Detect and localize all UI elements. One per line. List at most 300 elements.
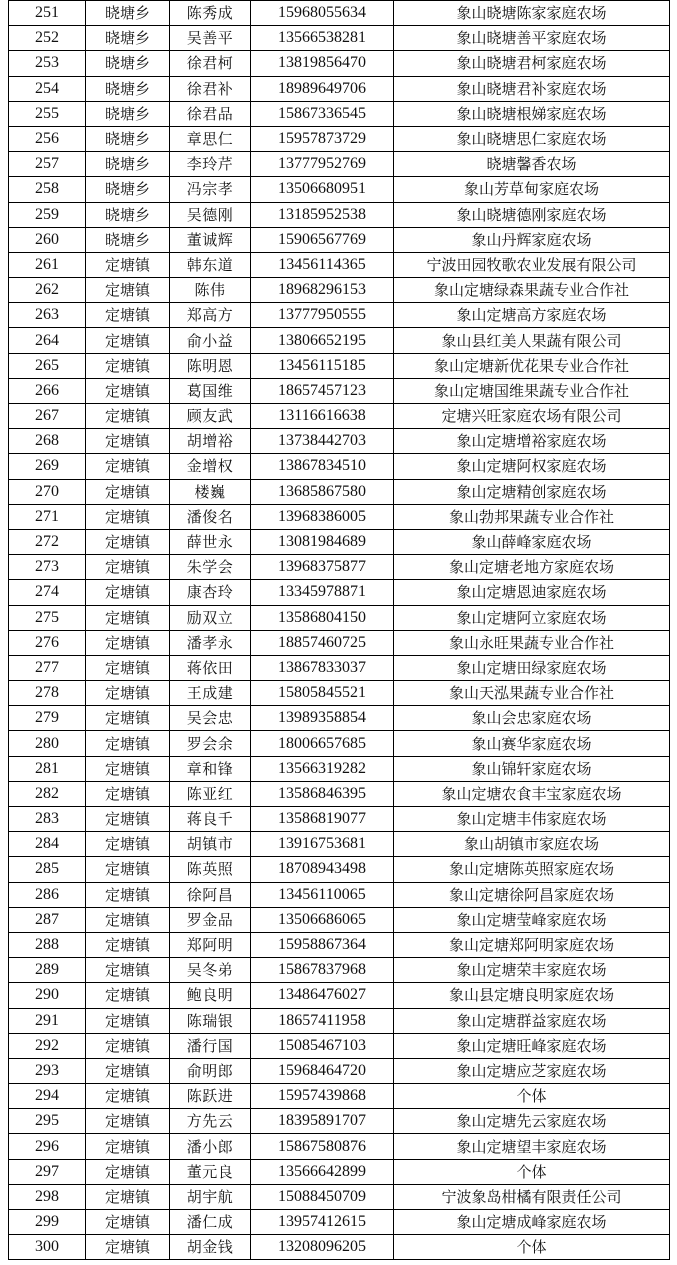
township-cell: 定塘镇: [86, 756, 170, 781]
table-row: [9, 958, 670, 983]
person-name-cell: 董元良: [170, 1159, 251, 1184]
row-number: 266: [9, 378, 86, 403]
table-row: [9, 630, 670, 655]
row-number: 290: [9, 983, 86, 1008]
township-cell: 定塘镇: [86, 958, 170, 983]
phone-number-cell: 13208096205: [251, 1235, 394, 1260]
phone-number-cell: 13968386005: [251, 504, 394, 529]
phone-number-cell: 13506686065: [251, 907, 394, 932]
phone-number-cell: 15088450709: [251, 1184, 394, 1209]
township-cell: 定塘镇: [86, 1184, 170, 1209]
phone-number-cell: 15867837968: [251, 958, 394, 983]
row-number: 298: [9, 1184, 86, 1209]
farm-name-cell: 象山定塘徐阿昌家庭农场: [394, 882, 670, 907]
person-name-cell: 俞小益: [170, 328, 251, 353]
township-cell: 定塘镇: [86, 1008, 170, 1033]
township-cell: 晓塘乡: [86, 152, 170, 177]
person-name-cell: 陈瑞银: [170, 1008, 251, 1033]
farm-name-cell: 象山永旺果蔬专业合作社: [394, 630, 670, 655]
row-number: 253: [9, 51, 86, 76]
township-cell: 晓塘乡: [86, 26, 170, 51]
table-row: [9, 932, 670, 957]
farm-list-sheet: [8, 0, 670, 1260]
table-row: [9, 882, 670, 907]
person-name-cell: 楼巍: [170, 479, 251, 504]
row-number: 284: [9, 832, 86, 857]
table-row: [9, 1058, 670, 1083]
table-row: [9, 378, 670, 403]
township-cell: 定塘镇: [86, 404, 170, 429]
township-cell: 定塘镇: [86, 479, 170, 504]
table-row: [9, 655, 670, 680]
phone-number-cell: 13486476027: [251, 983, 394, 1008]
township-cell: 定塘镇: [86, 303, 170, 328]
farm-name-cell: 象山勃邦果蔬专业合作社: [394, 504, 670, 529]
farm-name-cell: 象山定塘成峰家庭农场: [394, 1210, 670, 1235]
township-cell: 定塘镇: [86, 429, 170, 454]
table-row: [9, 26, 670, 51]
farm-name-cell: 象山定塘阿立家庭农场: [394, 605, 670, 630]
phone-number-cell: 13456110065: [251, 882, 394, 907]
person-name-cell: 王成建: [170, 681, 251, 706]
row-number: 271: [9, 504, 86, 529]
table-row: [9, 51, 670, 76]
row-number: 257: [9, 152, 86, 177]
township-cell: 定塘镇: [86, 504, 170, 529]
row-number: 268: [9, 429, 86, 454]
person-name-cell: 胡宇航: [170, 1184, 251, 1209]
person-name-cell: 章思仁: [170, 126, 251, 151]
township-cell: 定塘镇: [86, 781, 170, 806]
table-row: [9, 479, 670, 504]
farm-name-cell: 象山定塘阿权家庭农场: [394, 454, 670, 479]
farm-name-cell: 象山定塘荣丰家庭农场: [394, 958, 670, 983]
person-name-cell: 陈伟: [170, 278, 251, 303]
table-row: [9, 1134, 670, 1159]
phone-number-cell: 13777950555: [251, 303, 394, 328]
township-cell: 定塘镇: [86, 681, 170, 706]
phone-number-cell: 13819856470: [251, 51, 394, 76]
table-row: [9, 681, 670, 706]
township-cell: 定塘镇: [86, 807, 170, 832]
township-cell: 定塘镇: [86, 882, 170, 907]
row-number: 261: [9, 252, 86, 277]
phone-number-cell: 18657457123: [251, 378, 394, 403]
farm-name-cell: 晓塘馨香农场: [394, 152, 670, 177]
row-number: 282: [9, 781, 86, 806]
phone-number-cell: 13566319282: [251, 756, 394, 781]
row-number: 291: [9, 1008, 86, 1033]
row-number: 277: [9, 655, 86, 680]
phone-number-cell: 13968375877: [251, 555, 394, 580]
row-number: 262: [9, 278, 86, 303]
township-cell: 晓塘乡: [86, 101, 170, 126]
table-row: [9, 177, 670, 202]
township-cell: 定塘镇: [86, 252, 170, 277]
township-cell: 晓塘乡: [86, 177, 170, 202]
row-number: 270: [9, 479, 86, 504]
person-name-cell: 方先云: [170, 1109, 251, 1134]
table-row: [9, 278, 670, 303]
township-cell: 定塘镇: [86, 731, 170, 756]
farm-name-cell: 象山会忠家庭农场: [394, 706, 670, 731]
person-name-cell: 潘行国: [170, 1033, 251, 1058]
township-cell: 晓塘乡: [86, 126, 170, 151]
farm-name-cell: 象山定塘绿森果蔬专业合作社: [394, 278, 670, 303]
person-name-cell: 董诚辉: [170, 227, 251, 252]
row-number: 287: [9, 907, 86, 932]
farm-name-cell: 象山芳草甸家庭农场: [394, 177, 670, 202]
row-number: 276: [9, 630, 86, 655]
farm-name-cell: 象山赛华家庭农场: [394, 731, 670, 756]
person-name-cell: 徐阿昌: [170, 882, 251, 907]
farm-name-cell: 象山定塘增裕家庭农场: [394, 429, 670, 454]
township-cell: 晓塘乡: [86, 51, 170, 76]
row-number: 286: [9, 882, 86, 907]
row-number: 299: [9, 1210, 86, 1235]
phone-number-cell: 18006657685: [251, 731, 394, 756]
township-cell: 定塘镇: [86, 278, 170, 303]
township-cell: 晓塘乡: [86, 76, 170, 101]
township-cell: 定塘镇: [86, 932, 170, 957]
row-number: 283: [9, 807, 86, 832]
township-cell: 定塘镇: [86, 580, 170, 605]
phone-number-cell: 13506680951: [251, 177, 394, 202]
row-number: 252: [9, 26, 86, 51]
table-row: [9, 429, 670, 454]
township-cell: 定塘镇: [86, 907, 170, 932]
row-number: 251: [9, 1, 86, 26]
person-name-cell: 顾友武: [170, 404, 251, 429]
person-name-cell: 朱学会: [170, 555, 251, 580]
township-cell: 定塘镇: [86, 1084, 170, 1109]
phone-number-cell: 15805845521: [251, 681, 394, 706]
table-row: [9, 529, 670, 554]
person-name-cell: 俞明郎: [170, 1058, 251, 1083]
person-name-cell: 陈秀成: [170, 1, 251, 26]
row-number: 256: [9, 126, 86, 151]
township-cell: 定塘镇: [86, 529, 170, 554]
table-row: [9, 328, 670, 353]
township-cell: 定塘镇: [86, 1210, 170, 1235]
township-cell: 定塘镇: [86, 1109, 170, 1134]
township-cell: 定塘镇: [86, 832, 170, 857]
row-number: 265: [9, 353, 86, 378]
township-cell: 晓塘乡: [86, 227, 170, 252]
township-cell: 定塘镇: [86, 706, 170, 731]
table-row: [9, 1184, 670, 1209]
farm-name-cell: 个体: [394, 1235, 670, 1260]
phone-number-cell: 18989649706: [251, 76, 394, 101]
person-name-cell: 康杏玲: [170, 580, 251, 605]
row-number: 295: [9, 1109, 86, 1134]
farm-name-cell: 象山定塘恩迪家庭农场: [394, 580, 670, 605]
table-row: [9, 76, 670, 101]
table-row: [9, 303, 670, 328]
township-cell: 定塘镇: [86, 605, 170, 630]
person-name-cell: 李玲芹: [170, 152, 251, 177]
farm-name-cell: 象山定塘郑阿明家庭农场: [394, 932, 670, 957]
phone-number-cell: 13806652195: [251, 328, 394, 353]
person-name-cell: 陈英照: [170, 857, 251, 882]
person-name-cell: 徐君柯: [170, 51, 251, 76]
farm-name-cell: 象山晓塘思仁家庭农场: [394, 126, 670, 151]
township-cell: 定塘镇: [86, 1058, 170, 1083]
farm-name-cell: 象山定塘陈英照家庭农场: [394, 857, 670, 882]
farm-name-cell: 象山晓塘根娣家庭农场: [394, 101, 670, 126]
person-name-cell: 吴善平: [170, 26, 251, 51]
person-name-cell: 薛世永: [170, 529, 251, 554]
table-row: [9, 353, 670, 378]
person-name-cell: 胡增裕: [170, 429, 251, 454]
row-number: 288: [9, 932, 86, 957]
person-name-cell: 郑高方: [170, 303, 251, 328]
phone-number-cell: 13586804150: [251, 605, 394, 630]
farm-name-cell: 象山胡镇市家庭农场: [394, 832, 670, 857]
phone-number-cell: 18657411958: [251, 1008, 394, 1033]
table-row: [9, 504, 670, 529]
farm-name-cell: 象山晓塘善平家庭农场: [394, 26, 670, 51]
person-name-cell: 蒋依田: [170, 655, 251, 680]
township-cell: 定塘镇: [86, 857, 170, 882]
phone-number-cell: 15958867364: [251, 932, 394, 957]
row-number: 255: [9, 101, 86, 126]
table-row: [9, 706, 670, 731]
person-name-cell: 金增权: [170, 454, 251, 479]
farm-name-cell: 象山定塘精创家庭农场: [394, 479, 670, 504]
row-number: 264: [9, 328, 86, 353]
phone-number-cell: 13867834510: [251, 454, 394, 479]
phone-number-cell: 13081984689: [251, 529, 394, 554]
person-name-cell: 徐君品: [170, 101, 251, 126]
table-row: [9, 227, 670, 252]
person-name-cell: 罗会余: [170, 731, 251, 756]
person-name-cell: 罗金品: [170, 907, 251, 932]
phone-number-cell: 15957873729: [251, 126, 394, 151]
table-row: [9, 1084, 670, 1109]
farm-name-cell: 象山定塘国维果蔬专业合作社: [394, 378, 670, 403]
phone-number-cell: 13586846395: [251, 781, 394, 806]
farm-name-cell: 象山定塘田绿家庭农场: [394, 655, 670, 680]
phone-number-cell: 13777952769: [251, 152, 394, 177]
table-row: [9, 555, 670, 580]
township-cell: 定塘镇: [86, 1033, 170, 1058]
farm-name-cell: 象山晓塘君柯家庭农场: [394, 51, 670, 76]
phone-number-cell: 13957412615: [251, 1210, 394, 1235]
row-number: 300: [9, 1235, 86, 1260]
person-name-cell: 徐君补: [170, 76, 251, 101]
person-name-cell: 潘俊名: [170, 504, 251, 529]
phone-number-cell: 15867336545: [251, 101, 394, 126]
farm-name-cell: 象山天泓果蔬专业合作社: [394, 681, 670, 706]
phone-number-cell: 15085467103: [251, 1033, 394, 1058]
phone-number-cell: 15968464720: [251, 1058, 394, 1083]
row-number: 278: [9, 681, 86, 706]
row-number: 285: [9, 857, 86, 882]
phone-number-cell: 18968296153: [251, 278, 394, 303]
phone-number-cell: 13345978871: [251, 580, 394, 605]
farm-name-cell: 定塘兴旺家庭农场有限公司: [394, 404, 670, 429]
person-name-cell: 鲍良明: [170, 983, 251, 1008]
farm-name-cell: 象山定塘老地方家庭农场: [394, 555, 670, 580]
farm-name-cell: 象山定塘望丰家庭农场: [394, 1134, 670, 1159]
row-number: 272: [9, 529, 86, 554]
farm-table: [8, 0, 670, 1260]
table-row: [9, 252, 670, 277]
farm-name-cell: 象山定塘莹峰家庭农场: [394, 907, 670, 932]
farm-name-cell: 象山定塘农食丰宝家庭农场: [394, 781, 670, 806]
table-row: [9, 126, 670, 151]
row-number: 275: [9, 605, 86, 630]
table-row: [9, 152, 670, 177]
farm-name-cell: 象山丹辉家庭农场: [394, 227, 670, 252]
row-number: 273: [9, 555, 86, 580]
person-name-cell: 吴冬弟: [170, 958, 251, 983]
township-cell: 定塘镇: [86, 555, 170, 580]
person-name-cell: 吴会忠: [170, 706, 251, 731]
table-row: [9, 1159, 670, 1184]
phone-number-cell: 15906567769: [251, 227, 394, 252]
farm-name-cell: 象山定塘丰伟家庭农场: [394, 807, 670, 832]
township-cell: 定塘镇: [86, 353, 170, 378]
township-cell: 定塘镇: [86, 1235, 170, 1260]
row-number: 281: [9, 756, 86, 781]
table-row: [9, 580, 670, 605]
phone-number-cell: 18708943498: [251, 857, 394, 882]
person-name-cell: 潘小郎: [170, 1134, 251, 1159]
phone-number-cell: 13867833037: [251, 655, 394, 680]
phone-number-cell: 18857460725: [251, 630, 394, 655]
row-number: 297: [9, 1159, 86, 1184]
person-name-cell: 胡金钱: [170, 1235, 251, 1260]
table-row: [9, 832, 670, 857]
person-name-cell: 陈跃进: [170, 1084, 251, 1109]
phone-number-cell: 13185952538: [251, 202, 394, 227]
township-cell: 晓塘乡: [86, 1, 170, 26]
phone-number-cell: 13456115185: [251, 353, 394, 378]
phone-number-cell: 13456114365: [251, 252, 394, 277]
table-row: [9, 101, 670, 126]
row-number: 259: [9, 202, 86, 227]
row-number: 274: [9, 580, 86, 605]
farm-name-cell: 个体: [394, 1159, 670, 1184]
farm-name-cell: 象山锦轩家庭农场: [394, 756, 670, 781]
person-name-cell: 韩东道: [170, 252, 251, 277]
township-cell: 定塘镇: [86, 1159, 170, 1184]
phone-number-cell: 13586819077: [251, 807, 394, 832]
phone-number-cell: 13916753681: [251, 832, 394, 857]
row-number: 292: [9, 1033, 86, 1058]
person-name-cell: 陈亚红: [170, 781, 251, 806]
row-number: 260: [9, 227, 86, 252]
township-cell: 定塘镇: [86, 630, 170, 655]
table-row: [9, 202, 670, 227]
farm-name-cell: 象山县定塘良明家庭农场: [394, 983, 670, 1008]
phone-number-cell: 13116616638: [251, 404, 394, 429]
farm-name-cell: 宁波象岛柑橘有限责任公司: [394, 1184, 670, 1209]
farm-name-cell: 象山定塘高方家庭农场: [394, 303, 670, 328]
farm-name-cell: 个体: [394, 1084, 670, 1109]
table-row: [9, 731, 670, 756]
row-number: 267: [9, 404, 86, 429]
farm-name-cell: 象山定塘群益家庭农场: [394, 1008, 670, 1033]
table-row: [9, 454, 670, 479]
township-cell: 定塘镇: [86, 454, 170, 479]
township-cell: 定塘镇: [86, 378, 170, 403]
table-row: [9, 756, 670, 781]
phone-number-cell: 15957439868: [251, 1084, 394, 1109]
row-number: 258: [9, 177, 86, 202]
row-number: 289: [9, 958, 86, 983]
table-row: [9, 1109, 670, 1134]
person-name-cell: 陈明恩: [170, 353, 251, 378]
farm-name-cell: 象山晓塘德刚家庭农场: [394, 202, 670, 227]
farm-name-cell: 象山定塘新优花果专业合作社: [394, 353, 670, 378]
row-number: 296: [9, 1134, 86, 1159]
person-name-cell: 吴德刚: [170, 202, 251, 227]
phone-number-cell: 13989358854: [251, 706, 394, 731]
person-name-cell: 励双立: [170, 605, 251, 630]
table-row: [9, 1008, 670, 1033]
phone-number-cell: 13566642899: [251, 1159, 394, 1184]
person-name-cell: 潘孝永: [170, 630, 251, 655]
table-row: [9, 1033, 670, 1058]
table-row: [9, 1, 670, 26]
farm-name-cell: 宁波田园牧歌农业发展有限公司: [394, 252, 670, 277]
phone-number-cell: 13685867580: [251, 479, 394, 504]
person-name-cell: 潘仁成: [170, 1210, 251, 1235]
person-name-cell: 冯宗孝: [170, 177, 251, 202]
row-number: 279: [9, 706, 86, 731]
phone-number-cell: 15867580876: [251, 1134, 394, 1159]
row-number: 280: [9, 731, 86, 756]
farm-name-cell: 象山县红美人果蔬有限公司: [394, 328, 670, 353]
table-row: [9, 983, 670, 1008]
person-name-cell: 胡镇市: [170, 832, 251, 857]
table-row: [9, 857, 670, 882]
table-row: [9, 1210, 670, 1235]
row-number: 254: [9, 76, 86, 101]
farm-name-cell: 象山定塘旺峰家庭农场: [394, 1033, 670, 1058]
township-cell: 定塘镇: [86, 655, 170, 680]
township-cell: 晓塘乡: [86, 202, 170, 227]
farm-table-body: [9, 1, 670, 1260]
phone-number-cell: 15968055634: [251, 1, 394, 26]
person-name-cell: 蒋良千: [170, 807, 251, 832]
table-row: [9, 807, 670, 832]
table-row: [9, 907, 670, 932]
township-cell: 定塘镇: [86, 328, 170, 353]
row-number: 294: [9, 1084, 86, 1109]
person-name-cell: 郑阿明: [170, 932, 251, 957]
person-name-cell: 章和锋: [170, 756, 251, 781]
table-row: [9, 605, 670, 630]
farm-name-cell: 象山定塘应芝家庭农场: [394, 1058, 670, 1083]
township-cell: 定塘镇: [86, 983, 170, 1008]
row-number: 263: [9, 303, 86, 328]
phone-number-cell: 13738442703: [251, 429, 394, 454]
phone-number-cell: 18395891707: [251, 1109, 394, 1134]
table-row: [9, 781, 670, 806]
township-cell: 定塘镇: [86, 1134, 170, 1159]
farm-name-cell: 象山定塘先云家庭农场: [394, 1109, 670, 1134]
farm-name-cell: 象山晓塘陈家家庭农场: [394, 1, 670, 26]
farm-name-cell: 象山薛峰家庭农场: [394, 529, 670, 554]
person-name-cell: 葛国维: [170, 378, 251, 403]
table-row: [9, 1235, 670, 1260]
farm-name-cell: 象山晓塘君补家庭农场: [394, 76, 670, 101]
row-number: 269: [9, 454, 86, 479]
